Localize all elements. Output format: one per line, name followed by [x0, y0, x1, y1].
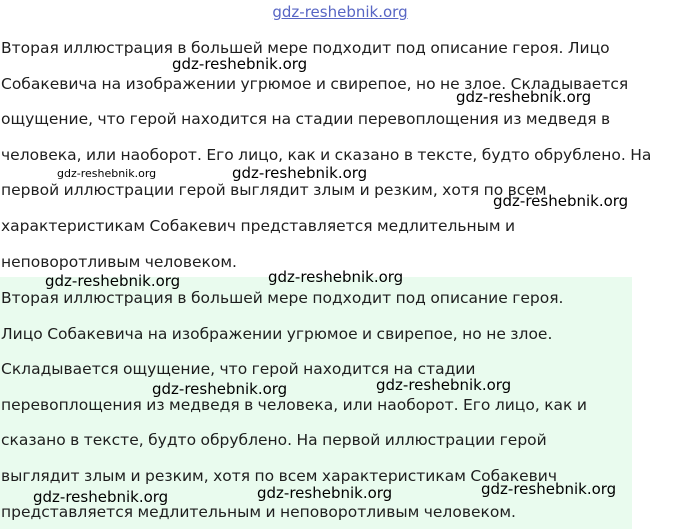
paragraph-line: представляется медлительным и неповоротливым человеком.	[1, 502, 516, 521]
watermark: gdz-reshebnik.org	[493, 192, 629, 210]
watermark: gdz-reshebnik.org	[232, 164, 368, 182]
paragraph-line: первой иллюстрации герой выглядит злым и резким, хотя по всем	[1, 181, 547, 200]
site-link[interactable]: gdz-reshebnik.org	[272, 3, 408, 21]
paragraph-line: Лицо Собакевича на изображении угрюмое и свирепое, но не злое.	[1, 324, 553, 343]
paragraph-line: человека, или наоборот. Его лицо, как и сказано в тексте, будто обрублено. На	[1, 145, 652, 164]
watermark: gdz-reshebnik.org	[268, 268, 404, 286]
watermark: gdz-reshebnik.org	[376, 376, 512, 394]
paragraph-line: характеристикам Собакевич представляется медлительным и	[1, 216, 516, 235]
paragraph-line: Собакевича на изображении угрюмое и свирепое, но не злое. Складывается	[1, 74, 629, 93]
paragraph-line: сказано в тексте, будто обрублено. На первой иллюстрации герой	[1, 431, 547, 450]
paragraph-line: выглядит злым и резким, хотя по всем характеристикам Собакевич	[1, 466, 557, 485]
paragraph-line: Вторая иллюстрация в большей мере подходит под описание героя.	[1, 289, 564, 307]
watermark: gdz-reshebnik.org	[45, 272, 181, 290]
paragraph-line: перевоплощения из медведя в человека, или наоборот. Его лицо, как и	[1, 395, 587, 414]
paragraph-line: Вторая иллюстрация в большей мере подходит под описание героя. Лицо	[1, 39, 610, 57]
watermark: gdz-reshebnik.org	[57, 167, 157, 180]
paragraph-line: Складывается ощущение, что герой находится на стадии	[1, 360, 476, 379]
watermark: gdz-reshebnik.org	[152, 380, 288, 398]
watermark: gdz-reshebnik.org	[481, 480, 617, 498]
paragraph-line: неповоротливым человеком.	[1, 252, 237, 271]
watermark: gdz-reshebnik.org	[456, 88, 592, 106]
watermark: gdz-reshebnik.org	[33, 488, 169, 506]
watermark: gdz-reshebnik.org	[257, 484, 393, 502]
paragraph-line: ощущение, что герой находится на стадии перевоплощения из медведя в	[1, 110, 611, 129]
watermark: gdz-reshebnik.org	[172, 55, 308, 73]
text-paragraph-original	[1, 31, 677, 280]
